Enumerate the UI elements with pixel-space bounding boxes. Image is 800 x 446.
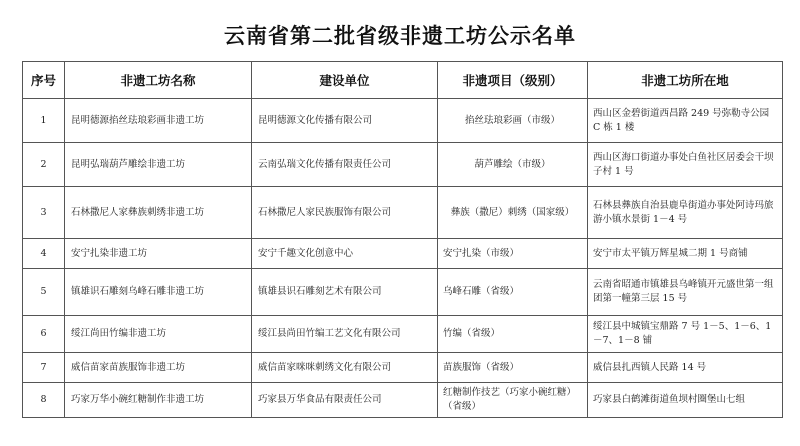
row-heritage-project: 竹编（省级）	[438, 316, 588, 353]
row-heritage-project: 彝族（撒尼）刺绣（国家级）	[438, 187, 588, 239]
row-heritage-project: 掐丝珐琅彩画（市级）	[438, 99, 588, 143]
row-construction-unit: 安宁千趣文化创意中心	[252, 239, 438, 269]
row-construction-unit: 镇雄县识石雕刻艺术有限公司	[252, 269, 438, 316]
row-serial-number: 1	[23, 99, 65, 143]
row-workshop-location: 安宁市太平镇万辉星城二期 1 号商铺	[588, 239, 783, 269]
row-serial-number: 8	[23, 383, 65, 418]
header-heritage-project: 非遗项目（级别）	[438, 62, 588, 99]
row-serial-number: 5	[23, 269, 65, 316]
row-workshop-location: 威信县扎西镇人民路 14 号	[588, 353, 783, 383]
row-heritage-project: 乌峰石雕（省级）	[438, 269, 588, 316]
workshop-table	[22, 61, 783, 418]
row-workshop-name: 威信苗家苗族服饰非遗工坊	[65, 353, 252, 383]
row-workshop-name: 安宁扎染非遗工坊	[65, 239, 252, 269]
table-row	[23, 99, 783, 143]
row-serial-number: 2	[23, 143, 65, 187]
table-row	[23, 143, 783, 187]
header-workshop-name: 非遗工坊名称	[65, 62, 252, 99]
row-workshop-name: 绥江尚田竹编非遗工坊	[65, 316, 252, 353]
row-serial-number: 6	[23, 316, 65, 353]
row-workshop-location: 西山区金碧街道西昌路 249 号弥勒寺公园 C 栋 1 楼	[588, 99, 783, 143]
row-workshop-name: 昆明德源掐丝珐琅彩画非遗工坊	[65, 99, 252, 143]
row-heritage-project: 安宁扎染（市级）	[438, 239, 588, 269]
row-serial-number: 7	[23, 353, 65, 383]
table-header-row	[23, 62, 783, 99]
row-workshop-name: 昆明弘瑞葫芦雕绘非遗工坊	[65, 143, 252, 187]
row-heritage-project: 葫芦雕绘（市级）	[438, 143, 588, 187]
row-workshop-location: 绥江县中城镇宝鼎路 7 号 1－5、1－6、1－7、1－8 铺	[588, 316, 783, 353]
row-workshop-name: 巧家万华小碗红糖制作非遗工坊	[65, 383, 252, 418]
row-workshop-location: 巧家县白鹤滩街道鱼坝村圈堡山七组	[588, 383, 783, 418]
table-row	[23, 383, 783, 418]
page-title: 云南省第二批省级非遗工坊公示名单	[224, 24, 576, 48]
row-workshop-name: 镇雄识石雕刻乌峰石雕非遗工坊	[65, 269, 252, 316]
row-construction-unit: 云南弘瑞文化传播有限责任公司	[252, 143, 438, 187]
table-row	[23, 316, 783, 353]
header-construction-unit: 建设单位	[252, 62, 438, 99]
row-construction-unit: 石林撒尼人家民族服饰有限公司	[252, 187, 438, 239]
row-heritage-project: 苗族服饰（省级）	[438, 353, 588, 383]
table-row	[23, 239, 783, 269]
row-workshop-location: 云南省昭通市镇雄县乌峰镇开元盛世第一组团第一幢第三层 15 号	[588, 269, 783, 316]
row-construction-unit: 昆明德源文化传播有限公司	[252, 99, 438, 143]
row-serial-number: 3	[23, 187, 65, 239]
row-construction-unit: 绥江县尚田竹编工艺文化有限公司	[252, 316, 438, 353]
row-heritage-project: 红糖制作技艺（巧家小碗红糖）（省级）	[438, 383, 588, 418]
table-row	[23, 187, 783, 239]
row-construction-unit: 威信苗家咪咪刺绣文化有限公司	[252, 353, 438, 383]
row-workshop-name: 石林撒尼人家彝族刺绣非遗工坊	[65, 187, 252, 239]
row-serial-number: 4	[23, 239, 65, 269]
header-serial-number: 序号	[23, 62, 65, 99]
header-workshop-location: 非遗工坊所在地	[588, 62, 783, 99]
table-row	[23, 269, 783, 316]
row-workshop-location: 西山区海口街道办事处白鱼社区居委会干坝子村 1 号	[588, 143, 783, 187]
row-construction-unit: 巧家县万华食品有限责任公司	[252, 383, 438, 418]
row-workshop-location: 石林县彝族自治县鹿阜街道办事处阿诗玛旅游小镇水景街 1－4 号	[588, 187, 783, 239]
table-row	[23, 353, 783, 383]
